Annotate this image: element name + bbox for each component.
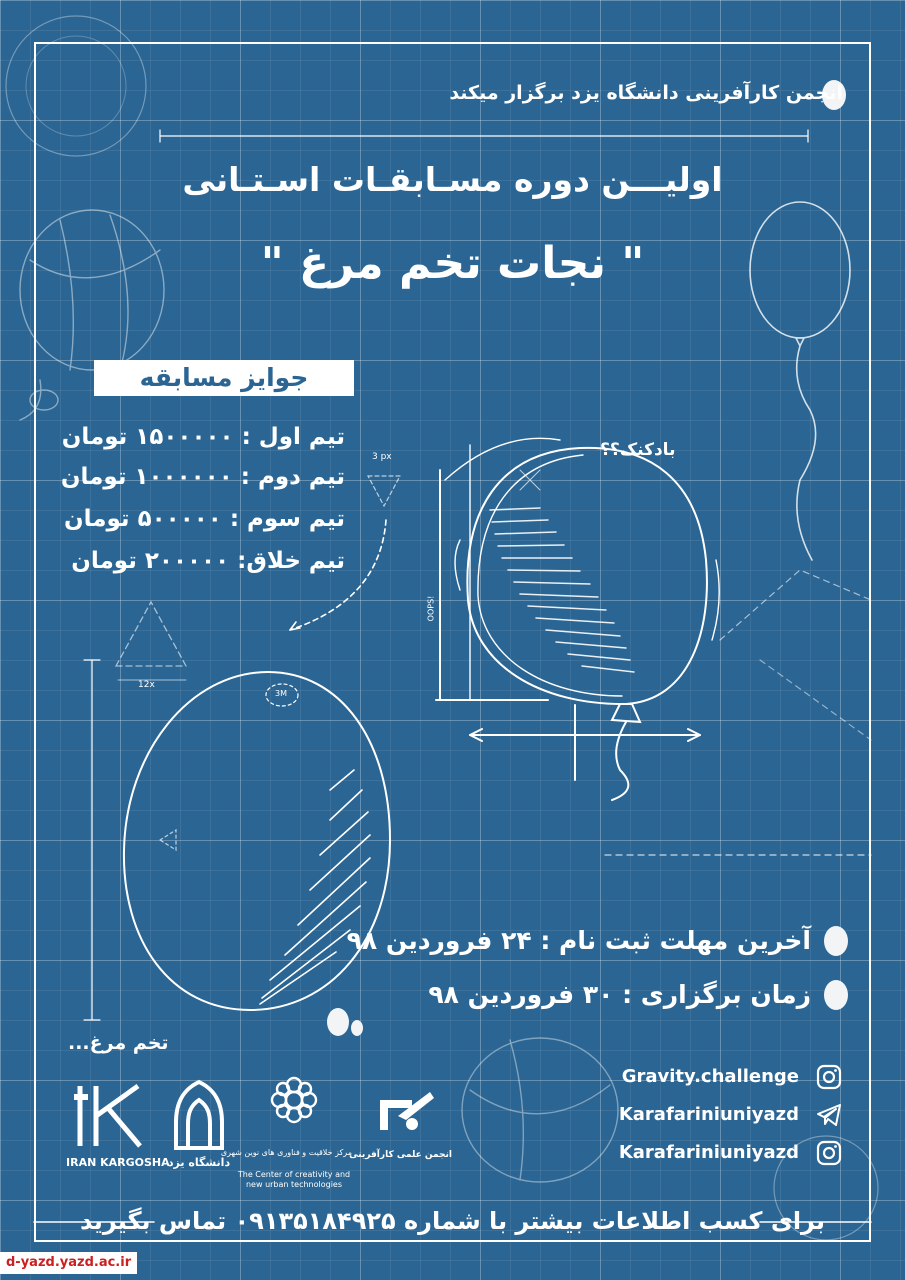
egg-dot-large xyxy=(327,1008,349,1036)
creativity-center-logo xyxy=(268,1074,320,1126)
iran-kargosha-caption: IRAN KARGOSHA xyxy=(66,1156,170,1169)
dashed-triangle xyxy=(116,602,186,666)
social-handle-gravity[interactable]: Gravity.challenge xyxy=(621,1066,799,1087)
yazd-university-caption: دانشگاه یزد xyxy=(167,1156,231,1169)
event-date: زمان برگزاری : ۳۰ فروردین ۹۸ xyxy=(428,980,811,1009)
entrepreneurship-assoc-caption: انجمن علمی کارآفرینی xyxy=(349,1150,452,1160)
entrepreneurship-assoc-logo xyxy=(372,1080,438,1140)
egg-sketch xyxy=(84,660,390,1020)
faint-balloon-bottom xyxy=(462,1038,618,1182)
egg-dot-small xyxy=(351,1020,363,1036)
triangle-marker xyxy=(368,476,400,506)
balloon-hatching xyxy=(490,508,634,672)
social-handle-instagram[interactable]: Karafariniuniyazd xyxy=(618,1142,799,1163)
dim-label-3m: 3M xyxy=(275,689,287,698)
yazd-university-logo xyxy=(172,1078,226,1152)
prizes-heading: جوایز مسابقه xyxy=(94,360,354,396)
social-handle-telegram[interactable]: Karafariniuniyazd xyxy=(618,1104,799,1125)
dim-label-12x: 12x xyxy=(138,680,155,690)
prize-item-creative: تیم خلاق: ۲۰۰۰۰۰ تومان xyxy=(71,548,345,574)
decor-circle-topleft xyxy=(6,16,146,156)
creativity-center-caption-en-1: The Center of creativity and xyxy=(237,1170,351,1179)
creativity-center-caption-en-2: new urban technologies xyxy=(245,1180,343,1189)
dim-label-oops: OOPS! xyxy=(426,595,436,622)
event-date-bullet xyxy=(824,980,848,1010)
title-line-2: " نجات تخم مرغ " xyxy=(260,238,645,289)
instagram-icon[interactable] xyxy=(814,1138,844,1168)
registration-deadline: آخرین مهلت ثبت نام : ۲۴ فروردین ۹۸ xyxy=(346,926,811,955)
creativity-center-caption-fa: مرکز خلاقیت و فناوری های نوین شهری xyxy=(220,1148,352,1157)
site-watermark: d-yazd.yazd.ac.ir xyxy=(0,1252,137,1274)
title-line-1: اولیـــن دوره مسـابقـات اسـتـانی xyxy=(182,160,723,199)
instagram-icon[interactable] xyxy=(814,1062,844,1092)
balloon-sketch-main xyxy=(436,438,719,800)
prize-item-third: تیم سوم : ۵۰۰۰۰۰ تومان xyxy=(64,506,345,532)
contact-footer: برای کسب اطلاعات بیشتر با شماره ۰۹۱۳۵۱۸۴۹۲۵ تماس بگیرید xyxy=(80,1207,825,1235)
egg-hatching xyxy=(260,770,370,1004)
organizer-line: انجمن کارآفرینی دانشگاه یزد برگزار میکند xyxy=(449,82,843,104)
dim-label-3px: 3 px xyxy=(372,452,392,462)
balloon-label: بادکنک؟؟ xyxy=(600,440,676,460)
telegram-icon[interactable] xyxy=(814,1100,844,1130)
pointer-arrow xyxy=(290,520,386,630)
prize-item-first: تیم اول : ۱۵۰۰۰۰۰ تومان xyxy=(61,424,345,450)
iran-kargosha-logo xyxy=(68,1080,156,1152)
egg-label: تخم مرغ... xyxy=(68,1032,169,1054)
deadline-bullet xyxy=(824,926,848,956)
prize-item-second: تیم دوم : ۱۰۰۰۰۰۰ تومان xyxy=(60,464,345,490)
